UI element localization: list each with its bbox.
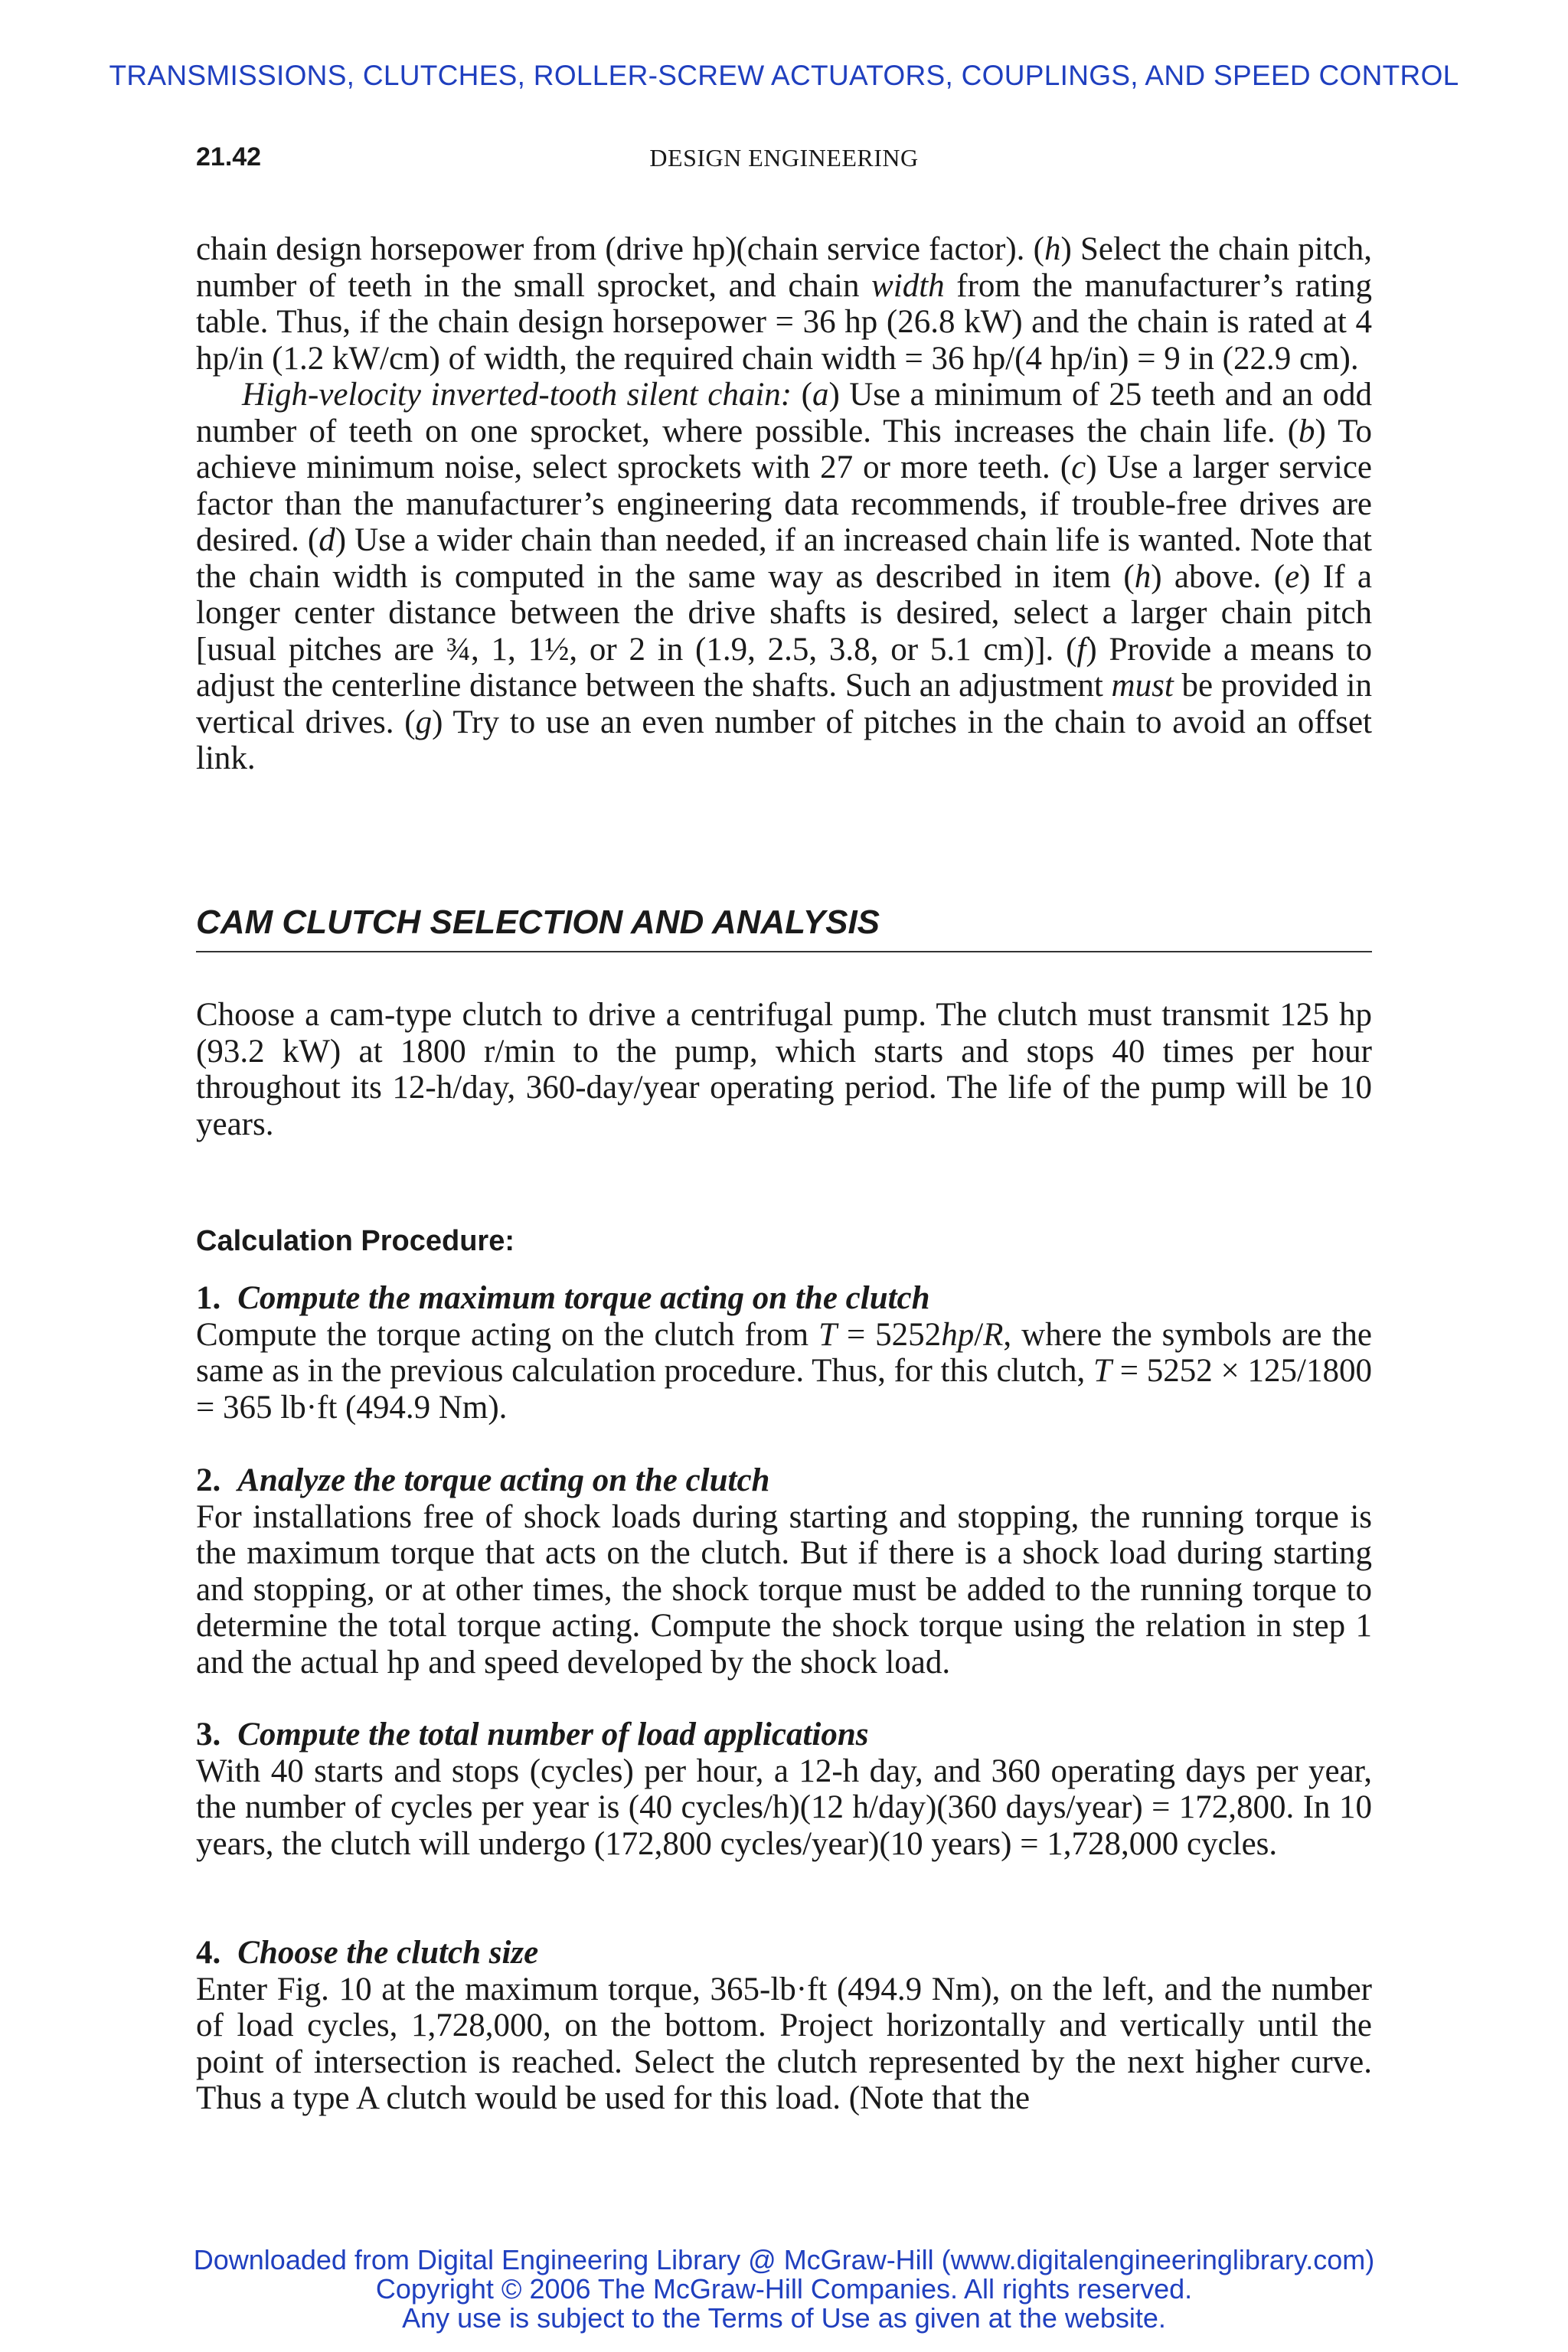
step-title: 3. Compute the total number of load applications (196, 1717, 869, 1753)
step-3 (196, 1717, 1372, 1862)
problem-text: Choose a cam-type clutch to drive a centrifugal pump. The clutch must transmit 125 hp (93.2 kW) at 1800 r/min to the pump, which starts and stops 40 times per hour throughout its 12-h/day, 360-day/year operating period. The life of the pump will be 10 years. (196, 997, 1372, 1142)
calculation-procedure-heading: Calculation Procedure: (196, 1225, 514, 1257)
step-title: 2. Analyze the torque acting on the clutch (196, 1462, 770, 1498)
step-4 (196, 1935, 1372, 2117)
step-title: 1. Compute the maximum torque acting on the clutch (196, 1280, 930, 1316)
silent-chain-paragraph: High-velocity inverted-tooth silent chain: (a) Use a minimum of 25 teeth and an odd number of teeth on one sprocket, where possible. This increases the chain life. (b) To achieve minimum noise, select sprockets with 27 or more teeth. (c) Use a larger service factor than the manufacturer’s engineering data recommends, if trouble-free drives are desired. (d) Use a wider chain than needed, if an increased chain life is wanted. Note that the chain width is computed in the same way as described in item (h) above. (e) If a longer center distance between the drive shafts is desired, select a larger chain pitch [usual pitches are ¾, 1, 1½, or 2 in (1.9, 2.5, 3.8, or 5.1 cm)]. (f) Provide a means to adjust the centerline distance between the shafts. Such an adjustment must be provided in vertical drives. (g) Try to use an even number of pitches in the chain to avoid an offset link. (196, 377, 1373, 776)
section-title: CAM CLUTCH SELECTION AND ANALYSIS (196, 903, 1372, 952)
footer-terms: Any use is subject to the Terms of Use as given at the website. (402, 2302, 1166, 2334)
book-title: DESIGN ENGINEERING (649, 144, 919, 172)
footer-copyright: Copyright © 2006 The McGraw-Hill Companies. All rights reserved. (375, 2273, 1193, 2305)
chain-paragraph: chain design horsepower from (drive hp)(chain service factor). (h) Select the chain pitch, number of teeth in the small sprocket, and chain width from the manufacturer’s rating table. Thus, if the chain design horsepower = 36 hp (26.8 kW) and the chain is rated at 4 hp/in (1.2 kW/cm) of width, the required chain width = 36 hp/(4 hp/in) = 9 in (22.9 cm). (196, 231, 1372, 377)
step-body: For installations free of shock loads during starting and stopping, the running torque is the maximum torque that acts on the clutch. But if there is a shock load during starting and stopping, or at other times, the shock torque must be added to the running torque to determine the total torque acting. Compute the shock torque using the relation in step 1 and the actual hp and speed developed by the shock load. (196, 1498, 1372, 1681)
running-head: TRANSMISSIONS, CLUTCHES, ROLLER-SCREW ACTUATORS, COUPLINGS, AND SPEED CONTROL (109, 60, 1459, 91)
step-2 (196, 1462, 1372, 1681)
page-number: 21.42 (196, 142, 262, 172)
step-body: Enter Fig. 10 at the maximum torque, 365-lb·ft (494.9 Nm), on the left, and the number of load cycles, 1,728,000, on the bottom. Project horizontally and vertically until the point of intersection is reached. Select the clutch represented by the next higher curve. Thus a type A clutch would be used for this load. (Note that the (196, 1971, 1372, 2116)
problem-statement (196, 997, 1372, 1142)
step-body: Compute the torque acting on the clutch from T = 5252hp/R, where the symbols are the same as in the previous calculation procedure. Thus, for this clutch, T = 5252 × 125/1800 = 365 lb·ft (494.9 Nm). (196, 1316, 1372, 1426)
step-1 (196, 1280, 1372, 1426)
step-title: 4. Choose the clutch size (196, 1935, 539, 1971)
copyright-footer (0, 2246, 1568, 2333)
page-header (196, 142, 1372, 179)
step-body: With 40 starts and stops (cycles) per hour, a 12-h day, and 360 operating days per year, the number of cycles per year is (40 cycles/h)(12 h/day)(360 days/year) = 172,800. In 10 years, the clutch will undergo (172,800 cycles/year)(10 years) = 1,728,000 cycles. (196, 1753, 1372, 1862)
body-text-top (196, 231, 1372, 777)
footer-download-link[interactable]: Downloaded from Digital Engineering Library @ McGraw-Hill (www.digitalengineeringlibrary.com) (193, 2244, 1375, 2275)
